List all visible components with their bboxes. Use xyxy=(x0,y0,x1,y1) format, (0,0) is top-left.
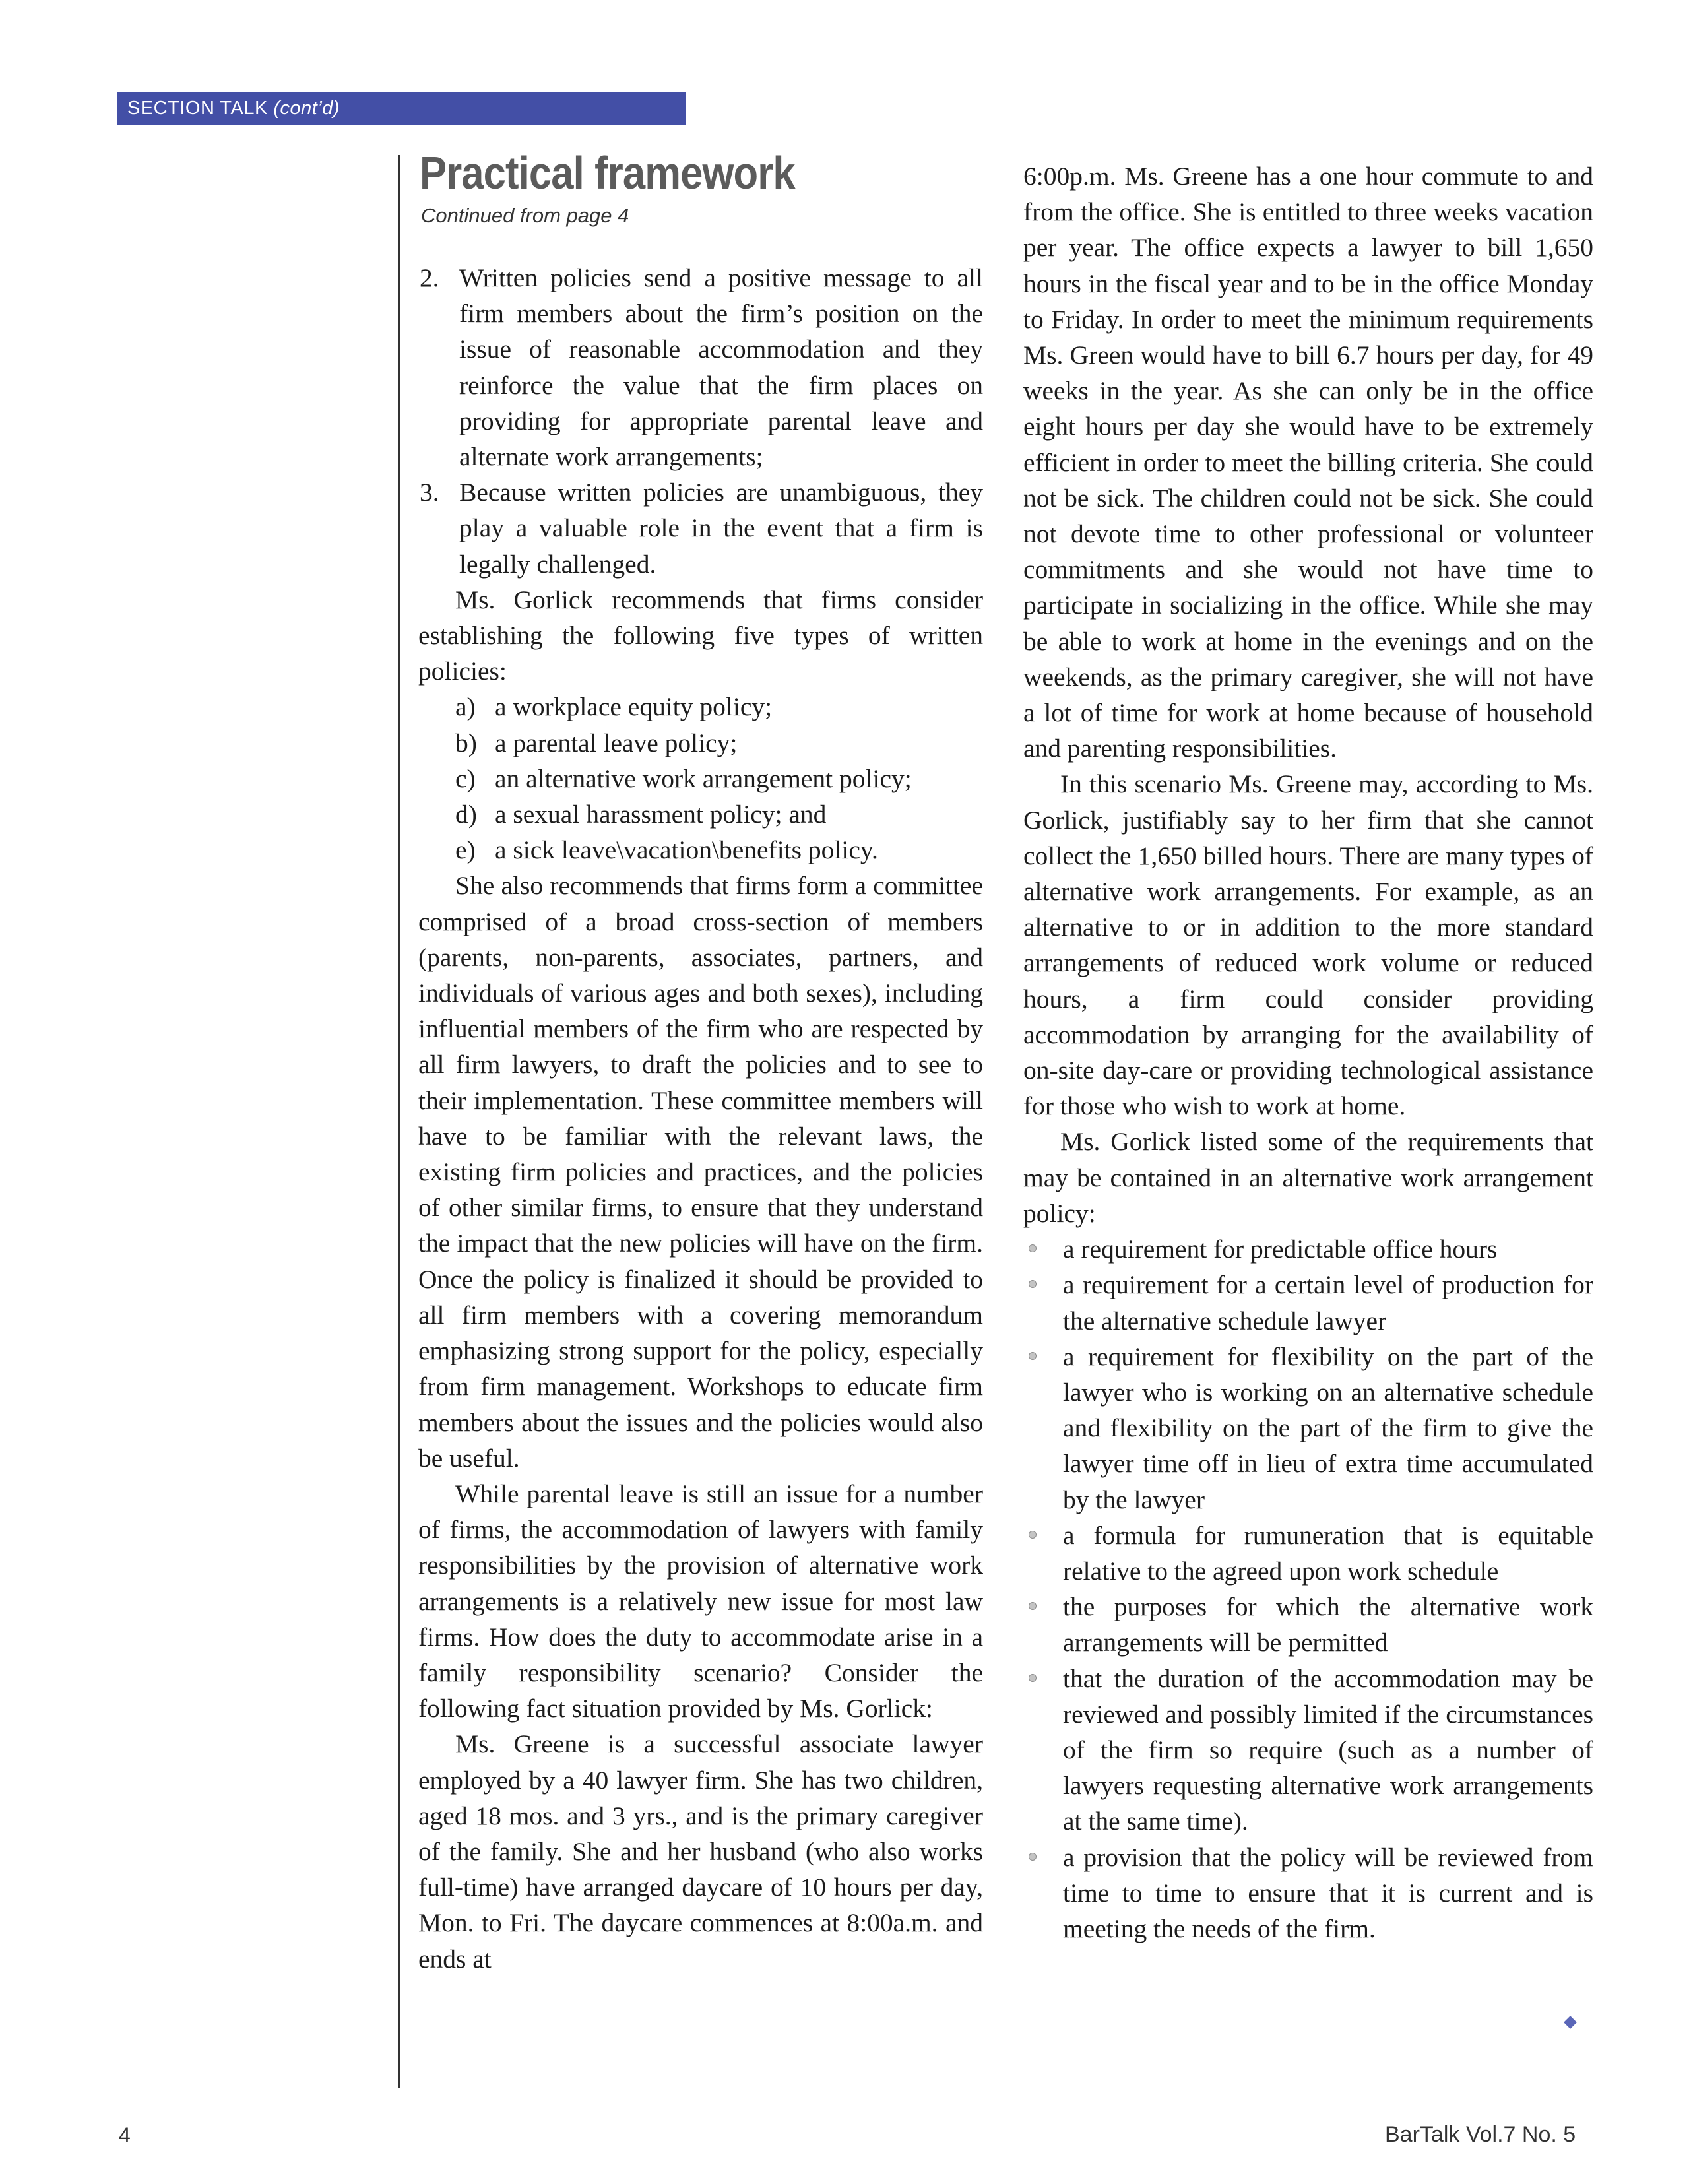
list-text: a requirement for a certain level of production for the alternative schedule lawyer xyxy=(1063,1270,1593,1335)
right-column xyxy=(1023,158,1593,1946)
list-item xyxy=(1023,1589,1593,1660)
bullet-icon xyxy=(1029,1352,1037,1360)
list-item xyxy=(418,689,983,724)
list-item xyxy=(1023,1518,1593,1589)
list-item xyxy=(1023,1267,1593,1338)
list-item xyxy=(1023,1339,1593,1518)
paragraph-committee: She also recommends that firms form a committee comprised of a broad cross-section of members (parents, non-parents, associates, partners, and individuals of various ages and both sexes), including influential members of the firm who are respected by all firm lawyers, to draft the policies and to see to their implementation. These committee members will have to be familiar with the relevant laws, the existing firm policies and practices, and the policies of other similar firms, to ensure that they understand the impact that the new policies will have on the firm. Once the policy is finalized it should be provided to all firm members with a covering memorandum emphasizing strong support for the policy, especially from firm management. Workshops to educate firm members about the issues and the policies would also be useful. xyxy=(418,871,983,1473)
paragraph-greene: Ms. Greene is a successful associate lawyer employed by a 40 lawyer firm. She has two children, aged 18 mos. and 3 yrs., and is the primary caregiver of the family. She and her husband (who also works full-time) have arranged daycare of 10 hours per day, Mon. to Fri. The daycare commences at 8:00a.m. and ends at xyxy=(418,1729,983,1974)
list-text: a provision that the policy will be reviewed from time to time to ensure that it is current and is meeting the needs of the firm. xyxy=(1063,1842,1593,1943)
bullet-icon xyxy=(1029,1674,1037,1682)
section-label: SECTION TALK xyxy=(127,98,268,119)
list-text: Written policies send a positive message to all firm members about the firm’s position on the issue of reasonable accommodation and they reinforce the value that the firm places on providing for appropriate parental leave and alternate work arrangements; xyxy=(459,263,983,472)
list-letter: d) xyxy=(455,800,477,829)
list-item xyxy=(418,761,983,796)
list-item xyxy=(1023,1661,1593,1840)
list-text: a workplace equity policy; xyxy=(495,692,773,722)
paragraph-recommends: Ms. Gorlick recommends that firms consider establishing the following five types of written policies: xyxy=(418,585,983,686)
bullet-icon xyxy=(1029,1280,1037,1288)
list-text: a sexual harassment policy; and xyxy=(495,800,827,829)
list-letter: c) xyxy=(455,763,476,793)
list-item xyxy=(1023,1231,1593,1267)
list-item xyxy=(418,260,983,474)
list-text: a parental leave policy; xyxy=(495,728,738,757)
list-letter: b) xyxy=(455,728,477,757)
list-item xyxy=(1023,1840,1593,1947)
policy-list xyxy=(418,689,983,868)
list-text: an alternative work arrangement policy; xyxy=(495,763,912,793)
paragraph-scenario: In this scenario Ms. Greene may, according to Ms. Gorlick, justifiably say to her firm that she cannot collect the 1,650 billed hours. There are many types of alternative work arrangements. For example, as an alternative to or in addition to the more standard arrangements of reduced work volume or reduced hours, a firm could consider providing accommodation by arranging for the availability of on-site day-care or providing technological assistance for those who wish to work at home. xyxy=(1023,769,1593,1121)
continued-note: Continued from page 4 xyxy=(421,204,629,227)
list-item xyxy=(418,474,983,582)
list-text: that the duration of the accommodation may be reviewed and possibly limited if the circumstances of the firm so require (such as a number of lawyers requesting alternative work arrangements at the same time). xyxy=(1063,1663,1593,1836)
bullet-icon xyxy=(1029,1853,1037,1861)
bullet-icon xyxy=(1029,1244,1037,1252)
list-text: a requirement for predictable office hours xyxy=(1063,1235,1498,1264)
publication-footer: BarTalk Vol.7 No. 5 xyxy=(1385,2122,1576,2147)
page-number: 4 xyxy=(119,2123,131,2147)
left-column xyxy=(418,260,983,1977)
list-number: 3. xyxy=(420,478,439,507)
section-banner xyxy=(117,92,686,125)
numbered-list xyxy=(418,260,983,582)
requirements-list xyxy=(1023,1231,1593,1946)
list-item xyxy=(418,832,983,868)
list-letter: a) xyxy=(455,692,476,722)
list-item xyxy=(418,796,983,832)
list-text: the purposes for which the alternative work arrangements will be permitted xyxy=(1063,1592,1593,1657)
list-text: a formula for rumuneration that is equitable relative to the agreed upon work schedule xyxy=(1063,1520,1593,1586)
list-letter: e) xyxy=(455,835,476,865)
section-suffix: (cont’d) xyxy=(273,98,340,119)
end-of-article-icon xyxy=(1564,2016,1577,2029)
bullet-icon xyxy=(1029,1602,1037,1610)
list-item xyxy=(418,725,983,761)
paragraph-parental-leave: While parental leave is still an issue for a number of firms, the accommodation of lawyers with family responsibilities by the provision of alternative work arrangements is a relatively new issue for most law firms. How does the duty to accommodate arise in a family responsibility scenario? Consider the following fact situation provided by Ms. Gorlick: xyxy=(418,1479,983,1723)
paragraph-continuation: 6:00p.m. Ms. Greene has a one hour commute to and from the office. She is entitled to three weeks vacation per year. The office expects a lawyer to bill 1,650 hours in the fiscal year and to be in the office Monday to Friday. In order to meet the minimum requirements Ms. Green would have to bill 6.7 hours per day, for 49 weeks in the year. As she can only be in the office eight hours per day she would have to be extremely efficient in order to meet the billing criteria. She could not be sick. The children could not be sick. She could not devote time to other professional or volunteer commitments and she would not have time to participate in socializing in the office. While she may be able to work at home in the evenings and on the weekends, as the primary caregiver, she will not have a lot of time for work at home because of household and parenting responsibilities. xyxy=(1023,162,1593,763)
article-title: Practical framework xyxy=(420,147,795,199)
list-text: a requirement for flexibility on the part of the lawyer who is working on an alternative schedule and flexibility on the part of the firm to give the lawyer time off in lieu of extra time accumulated by the lawyer xyxy=(1063,1341,1593,1514)
column-rule xyxy=(398,155,400,2088)
list-number: 2. xyxy=(420,263,439,292)
paragraph-requirements: Ms. Gorlick listed some of the requirements that may be contained in an alternative work arrangement policy: xyxy=(1023,1127,1593,1228)
list-text: Because written policies are unambiguous, they play a valuable role in the event that a firm is legally challenged. xyxy=(459,478,983,579)
list-text: a sick leave\vacation\benefits policy. xyxy=(495,835,878,865)
bullet-icon xyxy=(1029,1531,1037,1539)
